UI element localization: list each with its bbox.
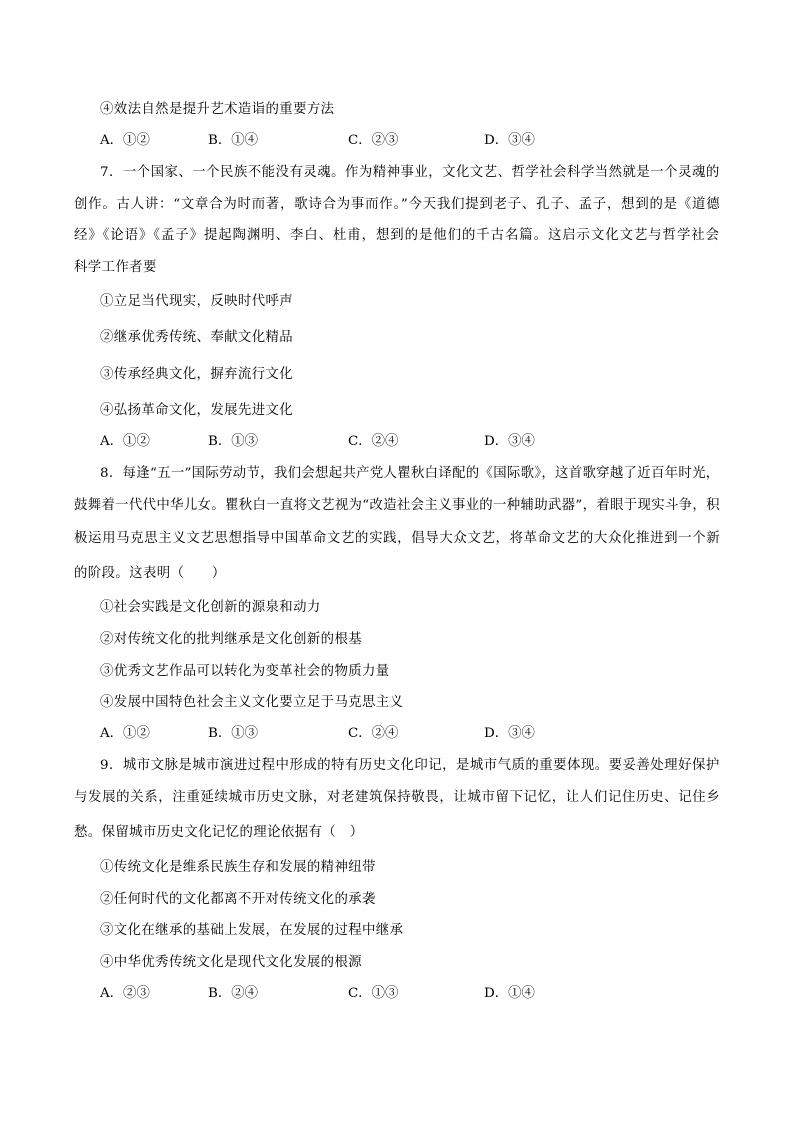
option-a: A．①② — [100, 434, 150, 449]
option-a: A．②③ — [100, 986, 150, 1001]
option-c: C．②③ — [348, 133, 399, 148]
question-7-stem-line: 科学工作者要 — [74, 260, 157, 275]
question-8-item-1: ①社会实践是文化创新的源泉和动力 — [100, 600, 321, 615]
option-b: B．①③ — [208, 434, 259, 449]
option-d: D．①④ — [484, 986, 535, 1001]
question-7-item-1: ①立足当代现实，反映时代呼声 — [100, 294, 294, 309]
question-9-stem-line: 9．城市文脉是城市演进过程中形成的特有历史文化印记，是城市气质的重要体现。要妥善处理好保护 — [100, 758, 720, 773]
option-c: C．②④ — [348, 434, 399, 449]
option-b: B．①④ — [208, 133, 259, 148]
option-d: D．③④ — [484, 133, 535, 148]
question-9-item-2: ②任何时代的文化都离不开对传统文化的承袭 — [100, 892, 376, 907]
question-7-stem-line: 经》《论语》《孟子》提起陶渊明、李白、杜甫，想到的是他们的千古名篇。这启示文化文艺与哲学社会 — [74, 228, 720, 243]
option-a: A．①② — [100, 133, 150, 148]
option-b: B．①③ — [208, 726, 259, 741]
question-9-item-4: ④中华优秀传统文化是现代文化发展的根源 — [100, 955, 363, 970]
question-8-item-3: ③优秀文艺作品可以转化为变革社会的物质力量 — [100, 664, 390, 679]
question-8-stem-line: 鼓舞着一代代中华儿女。瞿秋白一直将文艺视为“改造社会主义事业的一种辅助武器”，着眼于现实斗争，积 — [74, 498, 720, 513]
question-7-item-3: ③传承经典文化，摒弃流行文化 — [100, 367, 294, 382]
option-b: B．②④ — [208, 986, 259, 1001]
option-d: D．③④ — [484, 726, 535, 741]
option-c: C．①③ — [348, 986, 399, 1001]
question-6-item-4: ④效法自然是提升艺术造诣的重要方法 — [100, 102, 335, 117]
question-9-stem-line: 与发展的关系，注重延续城市历史文脉，对老建筑保持敬畏，让城市留下记忆，让人们记住历史、记住乡 — [74, 790, 721, 805]
question-7-stem-line: 创作。古人讲：“文章合为时而著，歌诗合为事而作。”今天我们提到老子、孔子、孟子，想到的是《道德 — [74, 197, 721, 212]
question-8-stem-line: 8．每逢“五一”国际劳动节，我们会想起共产党人瞿秋白译配的《国际歌》，这首歌穿越了近百年时光， — [100, 466, 720, 481]
question-8-item-2: ②对传统文化的批判继承是文化创新的根基 — [100, 632, 363, 647]
question-8-item-4: ④发展中国特色社会主义文化要立足于马克思主义 — [100, 695, 404, 710]
option-a: A．①② — [100, 726, 150, 741]
question-8-stem-line: 的阶段。这表明（ ） — [74, 566, 226, 581]
option-c: C．②④ — [348, 726, 399, 741]
option-d: D．③④ — [484, 434, 535, 449]
question-9-item-3: ③文化在继承的基础上发展，在发展的过程中继承 — [100, 923, 404, 938]
question-7-item-4: ④弘扬革命文化，发展先进文化 — [100, 403, 294, 418]
question-9-item-1: ①传统文化是维系民族生存和发展的精神纽带 — [100, 860, 376, 875]
question-9-stem-line: 愁。保留城市历史文化记忆的理论依据有（ ） — [74, 825, 364, 840]
question-8-stem-line: 极运用马克思主义文艺思想指导中国革命文艺的实践，倡导大众文艺，将革命文艺的大众化推进到一个新 — [74, 531, 721, 546]
question-7-item-2: ②继承优秀传统、奉献文化精品 — [100, 330, 294, 345]
question-7-stem-line: 7．一个国家、一个民族不能没有灵魂。作为精神事业，文化文艺、哲学社会科学当然就是一个灵魂的 — [100, 165, 720, 180]
